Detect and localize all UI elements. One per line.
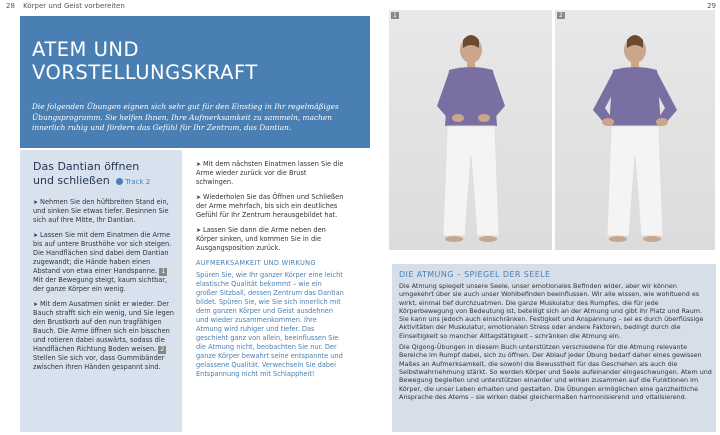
step-text: Lassen Sie dann die Arme neben den Körper sinken, und kommen Sie in die Ausgangsposition zurück. xyxy=(196,226,326,252)
arrow-icon: ➤ xyxy=(33,232,39,239)
info-box-title: DIE ATMUNG – SPIEGEL DER SEELE xyxy=(399,270,551,279)
step-text-after: Stellen Sie sich vor, dass Gummibänder zwischen Ihren Händen gespannt sind. xyxy=(33,354,165,371)
exercise-photo-1 xyxy=(389,10,552,250)
intro-text: Die folgenden Übungen eignen sich sehr gut für den Einstieg in Ihr regelmäßiges Übungsprogramm. Sie helfen Ihnen, Ihre Aufmerksamkeit zu sammeln, machen innerlich ruhig und fördern das Gefühl für Ihr Zentrum, das Dantian. xyxy=(32,102,339,132)
step-text: Mit dem Ausatmen sinkt er wieder. Der Bauch strafft sich ein wenig, und Sie legen den Brustkorb auf den nun tragfähigen Bauch. Die Arme öffnen sich ein bisschen und rotieren dabei auswärts, sodass die Handflächen Richtung Boden weisen. xyxy=(33,300,174,353)
exercise-title xyxy=(33,160,150,189)
title-line-1: ATEM UND xyxy=(32,38,139,61)
photo-number: 2 xyxy=(559,12,563,19)
woman-figure-icon xyxy=(575,26,695,246)
arrow-icon: ➤ xyxy=(196,227,202,234)
track-badge xyxy=(116,175,150,189)
step xyxy=(196,226,344,253)
title-line-2: VORSTELLUNGSKRAFT xyxy=(32,61,258,84)
arrow-icon: ➤ xyxy=(33,199,39,206)
running-head xyxy=(6,2,125,10)
exercise-steps-column-2 xyxy=(196,160,344,385)
effect-text: Spüren Sie, wie Ihr ganzer Körper eine leicht elastische Qualität bekommt – wie ein großer Sitzball, dessen Zentrum das Dantian bildet. Spüren Sie, wie Sie sich innerlich mit dem ganzen Körper und Geist ausdehnen und wieder zusammenkommen. Ihre Atmung wird ruhiger und tiefer. Das geschieht ganz von allein, beeinflussen Sie die Atmung nicht, beobachten Sie nur. Der ganze Körper bewahrt seine entspannte und gelassene Qualität. Verwechseln Sie dabei Entspannung nicht mit Schlappheit! xyxy=(196,271,344,378)
exercise-title-line-1: Das Dantian öffnen xyxy=(33,160,140,173)
page-title xyxy=(32,38,258,84)
title-banner xyxy=(20,16,370,148)
step-text: Mit dem nächsten Einatmen lassen Sie die Arme wieder zurück vor die Brust schwingen. xyxy=(196,160,344,186)
arrow-icon: ➤ xyxy=(33,301,39,308)
exercise-steps-column-1 xyxy=(33,198,179,378)
running-head-title: Körper und Geist vorbereiten xyxy=(23,2,125,10)
photo-number: 1 xyxy=(393,12,397,19)
arrow-icon: ➤ xyxy=(196,194,202,201)
step-text-after: Mit der Bewegung steigt, kaum sichtbar, der ganze Körper ein wenig. xyxy=(33,276,168,293)
track-label: Track 2 xyxy=(125,178,151,186)
arrow-icon: ➤ xyxy=(196,161,202,168)
info-paragraph-1: Die Atmung spiegelt unsere Seele, unser emotionales Befinden wider, aber wir können umgekehrt über sie auch unser Wohlbefinden beeinflussen. Wir alle wissen, wie wohltuend es wirkt, einmal tief durchzuatmen. Die ganze Muskulatur des Rumpfes, die für jede Körperbewegung von Bedeutung ist, beteiligt sich an der Atmung und gibt ihr Platz und Raum. Sie kann uns jedoch auch einschränken. Festigkeit und Anspannung – sei es durch überflüssige Aktivitäten der Muskulatur, emotionalen Stress oder andere Faktoren, bedingt durch die Einseitigkeit so mancher Alltagstätigkeit – schränken die Atmung ein. xyxy=(399,282,704,340)
info-box xyxy=(392,264,716,432)
step xyxy=(33,198,179,225)
woman-figure-icon xyxy=(411,26,531,246)
step-text: Wiederholen Sie das Öffnen und Schließen der Arme mehrfach, bis sich ein deutliches Gefühl für Ihr Zentrum herausgebildet hat. xyxy=(196,193,344,219)
info-paragraph-2: Die Qigong-Übungen in diesem Buch unterstützen verschiedene für die Atmung relevante Bereiche im Rumpf dabei, sich zu öffnen. Der Ablauf jeder Übung bedarf daher eines gewissen Maßes an Aufmerksamkeit, die sowohl die Bewusstheit für das Geschehen als auch die Selbstwahrnehmung stärkt. So werden Körper und Seele aufeinander eingeschwungen. Atem und Bewegung begleiten und unterstützen einander und wirken zusammen auf die Funktionen im Körper, die unser Leben erhalten und gestalten. Die Übungen ermöglichen eine ganzheitliche Ansprache des Atems – sie wirken dabei gleichermaßen harmonisierend und vitalisierend. xyxy=(399,343,712,401)
photo-ref-badge: 1 xyxy=(161,268,166,275)
exercise-photo-2 xyxy=(555,10,715,250)
exercise-title-line-2: und schließen xyxy=(33,174,110,187)
step-text: Lassen Sie mit dem Einatmen die Arme bis auf untere Brusthöhe vor sich steigen. Die Handflächen sind dabei dem Dantian zugewandt; die Hände haben einen Abstand von etwa einer Handspanne. xyxy=(33,231,172,275)
left-page-number: 28 xyxy=(6,2,15,10)
step xyxy=(33,231,179,294)
right-page-number: 29 xyxy=(707,2,716,10)
info-box-text xyxy=(399,282,713,404)
step xyxy=(33,300,179,372)
step xyxy=(196,160,344,187)
step xyxy=(196,193,344,220)
photo-ref-badge: 2 xyxy=(160,346,165,353)
step-text: Nehmen Sie den hüftbreiten Stand ein, und sinken Sie etwas tiefer. Besinnen Sie sich auf Ihre Mitte, Ihr Dantian. xyxy=(33,198,169,224)
effect-subheading: AUFMERKSAMKEIT UND WIRKUNG xyxy=(196,259,316,267)
audio-track-icon xyxy=(116,178,123,185)
